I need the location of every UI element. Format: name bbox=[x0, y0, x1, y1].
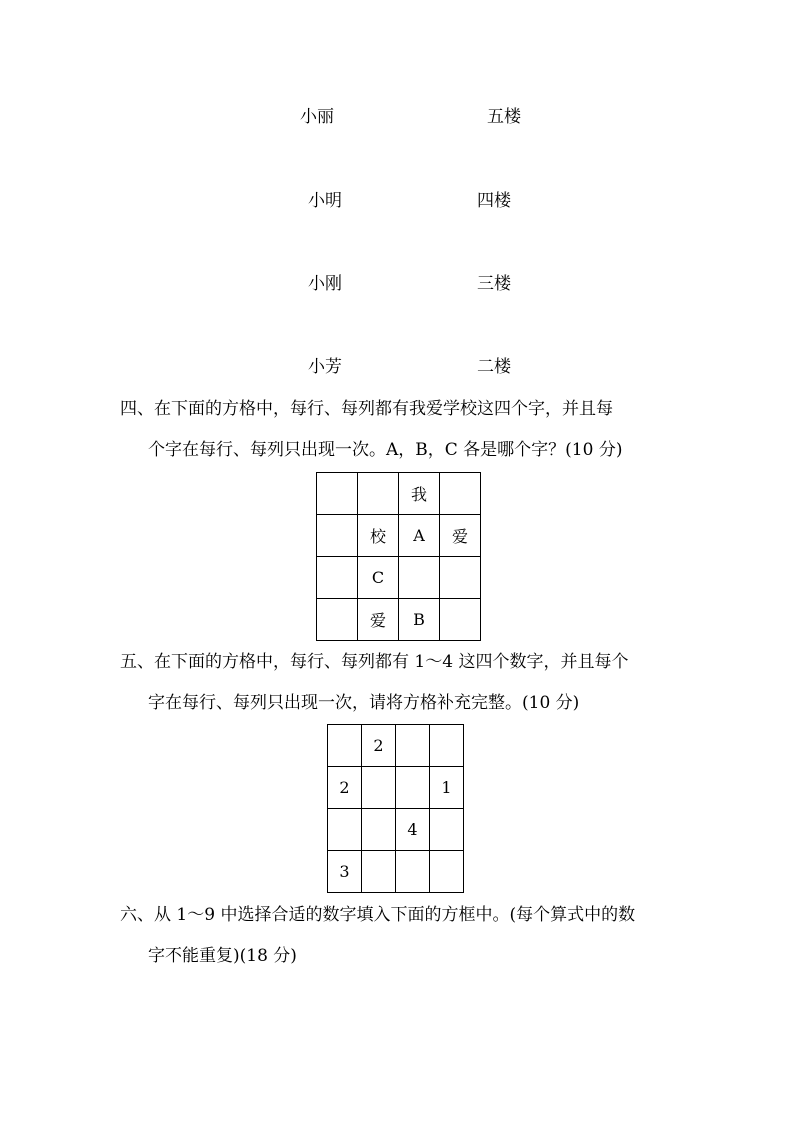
grid-row bbox=[328, 851, 464, 893]
grid-cell: C bbox=[358, 557, 399, 599]
grid-cell: 我 bbox=[399, 473, 440, 515]
grid-cell bbox=[396, 767, 430, 809]
grid-row bbox=[328, 725, 464, 767]
grid-cell: 爱 bbox=[440, 515, 481, 557]
match-floor: 五楼 bbox=[487, 107, 521, 127]
grid-cell bbox=[430, 809, 464, 851]
grid-cell bbox=[328, 809, 362, 851]
grid-cell bbox=[399, 557, 440, 599]
q4-text-line2: 个字在每行、每列只出现一次。A，B，C 各是哪个字？(10 分) bbox=[148, 440, 623, 460]
grid-cell bbox=[430, 725, 464, 767]
grid-row bbox=[328, 767, 464, 809]
match-floor: 四楼 bbox=[477, 191, 511, 211]
grid-row bbox=[317, 473, 481, 515]
grid-cell bbox=[440, 599, 481, 641]
match-floor: 三楼 bbox=[477, 274, 511, 294]
grid-cell: 3 bbox=[328, 851, 362, 893]
grid-row bbox=[317, 599, 481, 641]
match-name: 小丽 bbox=[300, 107, 334, 127]
grid-cell bbox=[317, 473, 358, 515]
grid-cell: 4 bbox=[396, 809, 430, 851]
grid-cell: 校 bbox=[358, 515, 399, 557]
grid-cell bbox=[430, 851, 464, 893]
grid-cell bbox=[440, 557, 481, 599]
grid-cell: A bbox=[399, 515, 440, 557]
grid-cell: 1 bbox=[430, 767, 464, 809]
grid-cell: 2 bbox=[362, 725, 396, 767]
q6-text-line2: 字不能重复)(18 分) bbox=[148, 946, 297, 966]
match-name: 小明 bbox=[308, 191, 342, 211]
grid-cell bbox=[358, 473, 399, 515]
grid-cell bbox=[362, 851, 396, 893]
match-name: 小刚 bbox=[308, 274, 342, 294]
q5-text-line1: 五、在下面的方格中，每行、每列都有 1～4 这四个数字，并且每个 bbox=[120, 652, 629, 672]
grid-cell bbox=[328, 725, 362, 767]
grid-cell bbox=[317, 557, 358, 599]
grid-cell: 2 bbox=[328, 767, 362, 809]
grid-row bbox=[328, 809, 464, 851]
grid-cell bbox=[440, 473, 481, 515]
grid-cell: B bbox=[399, 599, 440, 641]
grid-cell bbox=[362, 809, 396, 851]
q5-grid bbox=[327, 724, 464, 893]
grid-cell bbox=[396, 725, 430, 767]
q4-grid bbox=[316, 472, 481, 641]
match-floor: 二楼 bbox=[477, 357, 511, 377]
q6-text-line1: 六、从 1～9 中选择合适的数字填入下面的方框中。(每个算式中的数 bbox=[120, 905, 636, 925]
match-name: 小芳 bbox=[308, 357, 342, 377]
grid-cell: 爱 bbox=[358, 599, 399, 641]
grid-cell bbox=[396, 851, 430, 893]
q4-text-line1: 四、在下面的方格中，每行、每列都有我爱学校这四个字，并且每 bbox=[120, 399, 613, 419]
q5-text-line2: 字在每行、每列只出现一次，请将方格补充完整。(10 分) bbox=[148, 693, 580, 713]
grid-cell bbox=[317, 599, 358, 641]
grid-row bbox=[317, 557, 481, 599]
grid-cell bbox=[317, 515, 358, 557]
grid-cell bbox=[362, 767, 396, 809]
grid-row bbox=[317, 515, 481, 557]
